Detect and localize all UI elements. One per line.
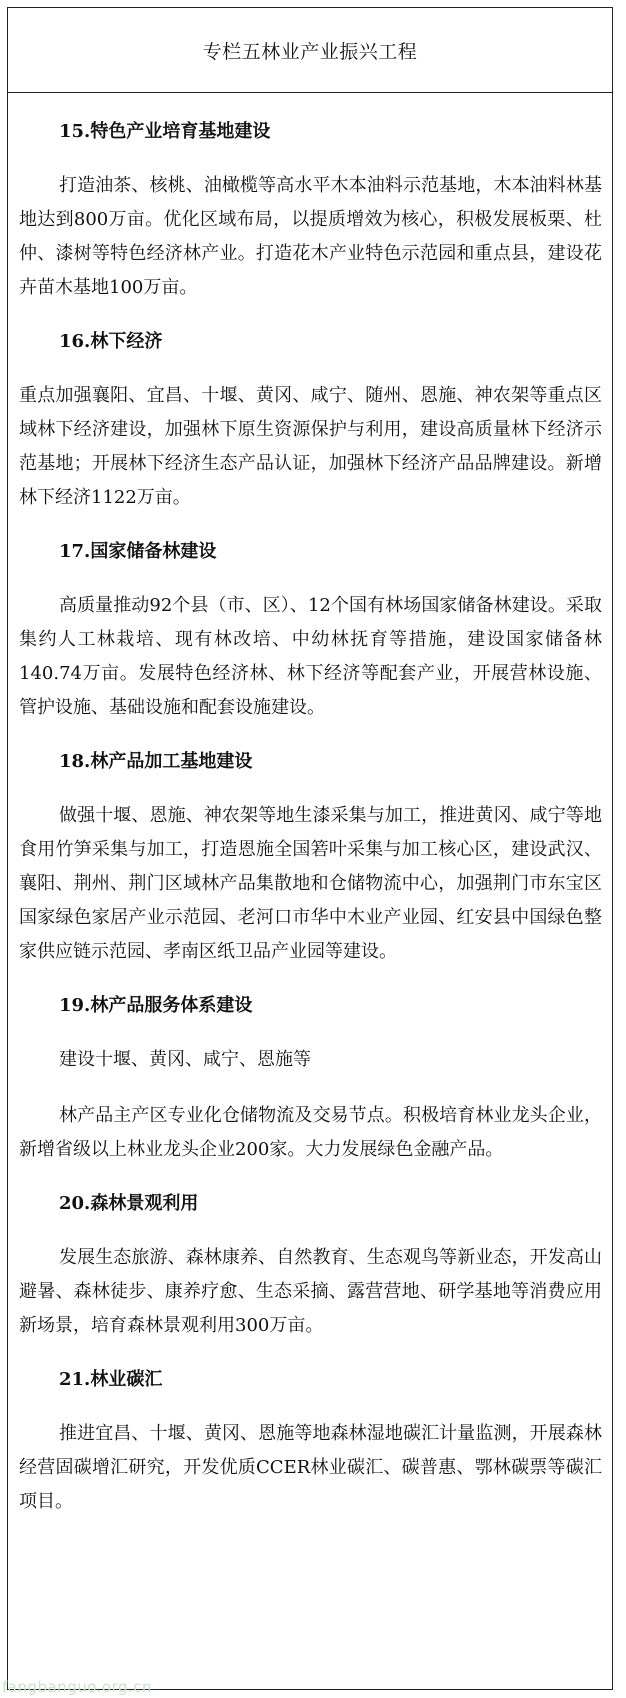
section-heading: 21.林业碳汇	[59, 1369, 163, 1390]
section	[19, 537, 602, 725]
title-row	[8, 8, 612, 93]
column-content	[8, 93, 612, 1519]
section	[19, 991, 602, 1167]
section-paragraph: 高质量推动92个县（市、区）、12个国有林场国家储备林建设。采取集约人工林栽培、现有林改培、中幼林抚育等措施，建设国家储备林140.74万亩。发展特色经济林、林下经济等配套产业，开展营林设施、管护设施、基础设施和配套设施建设。	[19, 595, 602, 718]
watermark: fangbanguo.org.cn	[2, 1678, 153, 1696]
column-box	[7, 7, 613, 1690]
section	[19, 747, 602, 969]
section-paragraph: 推进宜昌、十堰、黄冈、恩施等地森林湿地碳汇计量监测，开展森林经营固碳增汇研究，开发优质CCER林业碳汇、碳普惠、鄂林碳票等碳汇项目。	[19, 1423, 602, 1512]
section	[19, 327, 602, 515]
section-heading: 19.林产品服务体系建设	[59, 995, 253, 1016]
section-paragraph: 发展生态旅游、森林康养、自然教育、生态观鸟等新业态，开发高山避暑、森林徒步、康养疗愈、生态采摘、露营营地、研学基地等消费应用新场景，培育森林景观利用300万亩。	[19, 1247, 602, 1336]
section-heading: 18.林产品加工基地建设	[59, 751, 253, 772]
section-paragraph: 打造油茶、核桃、油橄榄等高水平木本油料示范基地，木本油料林基地达到800万亩。优化区域布局，以提质增效为核心，积极发展板栗、杜仲、漆树等特色经济林产业。打造花木产业特色示范园和重点县，建设花卉苗木基地100万亩。	[19, 175, 602, 298]
section-heading: 16.林下经济	[59, 331, 163, 352]
section-paragraph: 做强十堰、恩施、神农架等地生漆采集与加工，推进黄冈、咸宁等地食用竹笋采集与加工，打造恩施全国箬叶采集与加工核心区，建设武汉、襄阳、荆州、荆门区域林产品集散地和仓储物流中心，加强荆门市东宝区国家绿色家居产业示范园、老河口市华中木业产业园、红安县中国绿色整家供应链示范园、孝南区纸卫品产业园等建设。	[19, 805, 602, 962]
section-heading: 15.特色产业培育基地建设	[59, 121, 271, 142]
section-paragraph: 林产品主产区专业化仓储物流及交易节点。积极培育林业龙头企业，新增省级以上林业龙头企业200家。大力发展绿色金融产品。	[19, 1105, 602, 1160]
section	[19, 1365, 602, 1519]
section	[19, 117, 602, 305]
column-title: 专栏五林业产业振兴工程	[202, 40, 418, 63]
section	[19, 1189, 602, 1343]
section-heading: 20.森林景观利用	[59, 1193, 199, 1214]
section-paragraph: 建设十堰、黄冈、咸宁、恩施等	[59, 1049, 311, 1070]
section-paragraph: 重点加强襄阳、宜昌、十堰、黄冈、咸宁、随州、恩施、神农架等重点区域林下经济建设，加强林下原生资源保护与利用，建设高质量林下经济示范基地；开展林下经济生态产品认证，加强林下经济产品品牌建设。新增林下经济1122万亩。	[19, 385, 602, 508]
section-heading: 17.国家储备林建设	[59, 541, 217, 562]
